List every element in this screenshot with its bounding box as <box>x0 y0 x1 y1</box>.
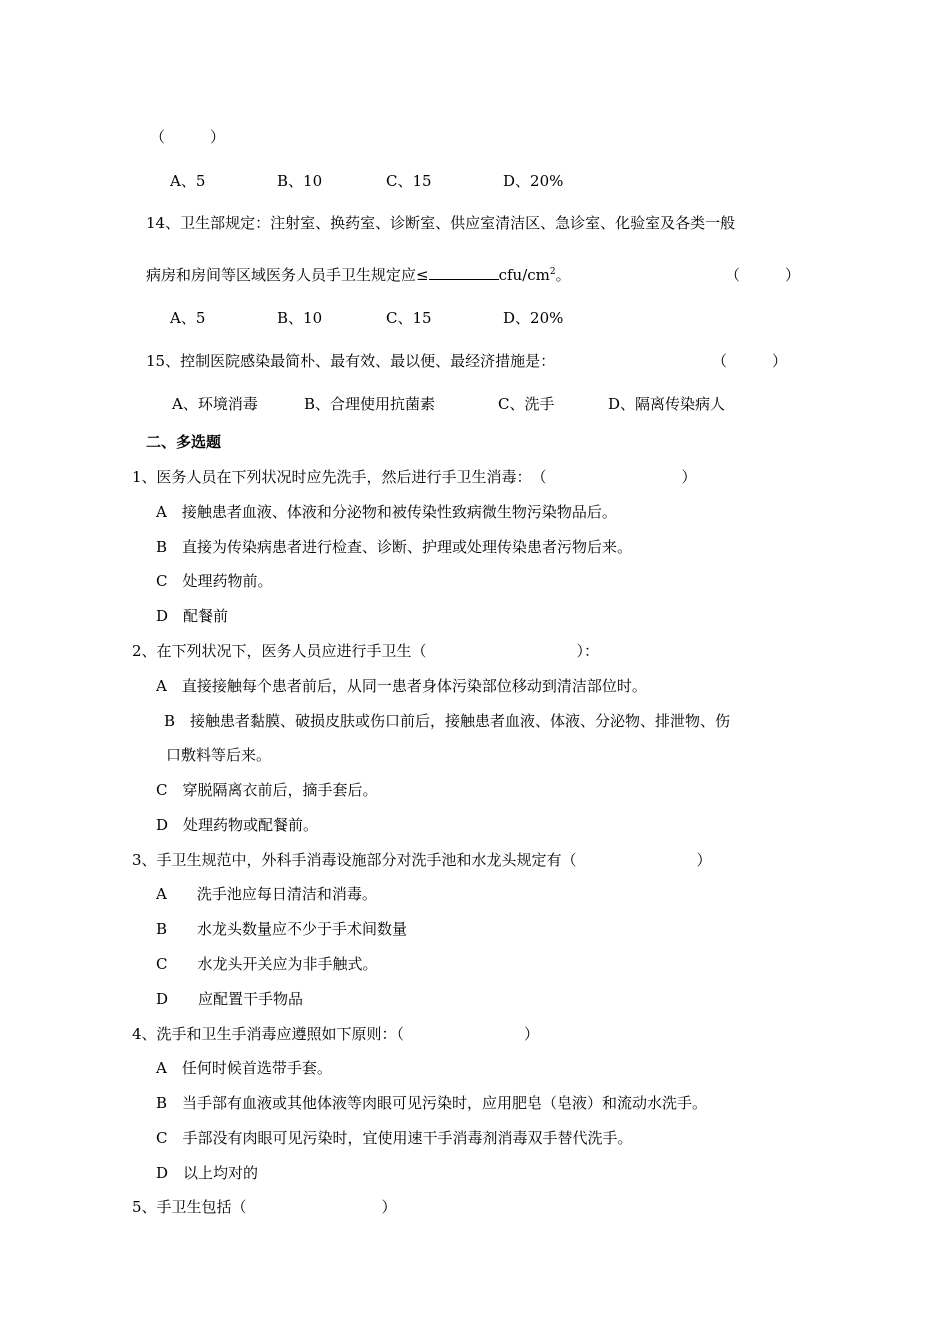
m1-option-c: C 处理药物前。 <box>156 572 273 590</box>
q14-option-c: C、15 <box>386 309 432 327</box>
q14-stem-text: 病房和房间等区域医务人员手卫生规定应≤ <box>146 266 429 284</box>
q14-option-d: D、20% <box>503 309 564 327</box>
q15-answer-paren: （ ） <box>712 352 788 370</box>
m1-option-a: A 接触患者血液、体液和分泌物和被传染性致病微生物污染物品后。 <box>156 503 617 521</box>
q14-option-a: A、5 <box>170 309 206 327</box>
q15-option-c: C、洗手 <box>498 395 555 413</box>
m4-option-c: C 手部没有肉眼可见污染时，宜使用速干手消毒剂消毒双手替代洗手。 <box>156 1129 633 1147</box>
q13-option-b: B、10 <box>277 172 323 190</box>
q14-fill-blank <box>429 265 499 280</box>
q14-answer-paren: （ ） <box>725 266 801 284</box>
q15-option-a: A、环境消毒 <box>172 395 258 413</box>
m4-option-b: B 当手部有血液或其他体液等肉眼可见污染时，应用肥皂（皂液）和流动水洗手。 <box>156 1094 708 1112</box>
q14-unit: cfu/cm <box>498 266 550 284</box>
m4-option-a: A 任何时候首选带手套。 <box>156 1059 332 1077</box>
m3-option-b: B 水龙头数量应不少于手术间数量 <box>156 920 408 938</box>
q15-option-d: D、隔离传染病人 <box>608 395 726 413</box>
q13-option-a: A、5 <box>170 172 206 190</box>
m4-stem: 4、洗手和卫生手消毒应遵照如下原则：（ ） <box>132 1025 540 1043</box>
m2-stem: 2、在下列状况下，医务人员应进行手卫生（ ）： <box>132 642 600 660</box>
m2-option-a: A 直接接触每个患者前后，从同一患者身体污染部位移动到清洁部位时。 <box>156 677 647 695</box>
q14-option-b: B、10 <box>277 309 323 327</box>
m2-option-b-line2: 口敷料等后来。 <box>166 746 272 764</box>
m3-option-a: A 洗手池应每日清洁和消毒。 <box>156 885 377 903</box>
q14-stem-line1: 14、卫生部规定：注射室、换药室、诊断室、供应室清洁区、急诊室、化验室及各类一般 <box>146 214 736 232</box>
m2-option-c: C 穿脱隔离衣前后，摘手套后。 <box>156 781 378 799</box>
q13-option-c: C、15 <box>386 172 432 190</box>
q13-answer-paren: （ ） <box>150 128 226 146</box>
m3-option-c: C 水龙头开关应为非手触式。 <box>156 955 378 973</box>
q13-option-d: D、20% <box>503 172 564 190</box>
q14-unit-exponent: 2 <box>549 267 556 277</box>
m3-option-d: D 应配置干手物品 <box>156 990 304 1008</box>
m1-option-b: B 直接为传染病患者进行检查、诊断、护理或处理传染患者污物后来。 <box>156 538 633 556</box>
q15-option-b: B、合理使用抗菌素 <box>304 395 436 413</box>
m5-stem: 5、手卫生包括（ ） <box>132 1198 397 1216</box>
m3-stem: 3、手卫生规范中，外科手消毒设施部分对洗手池和水龙头规定有（ ） <box>132 851 712 869</box>
q14-stem-end: 。 <box>555 266 571 284</box>
m2-option-b-line1: B 接触患者黏膜、破损皮肤或伤口前后，接触患者血液、体液、分泌物、排泄物、伤 <box>164 712 731 730</box>
q15-stem: 15、控制医院感染最简朴、最有效、最以便、最经济措施是： <box>146 352 556 370</box>
m1-stem: 1、医务人员在下列状况时应先洗手，然后进行手卫生消毒： （ ） <box>132 468 697 486</box>
m1-option-d: D 配餐前 <box>156 607 229 625</box>
m4-option-d: D 以上均对的 <box>156 1164 259 1182</box>
q14-stem-line2 <box>146 265 571 285</box>
m2-option-d: D 处理药物或配餐前。 <box>156 816 319 834</box>
section-title-multiple-choice: 二、多选题 <box>146 433 222 451</box>
